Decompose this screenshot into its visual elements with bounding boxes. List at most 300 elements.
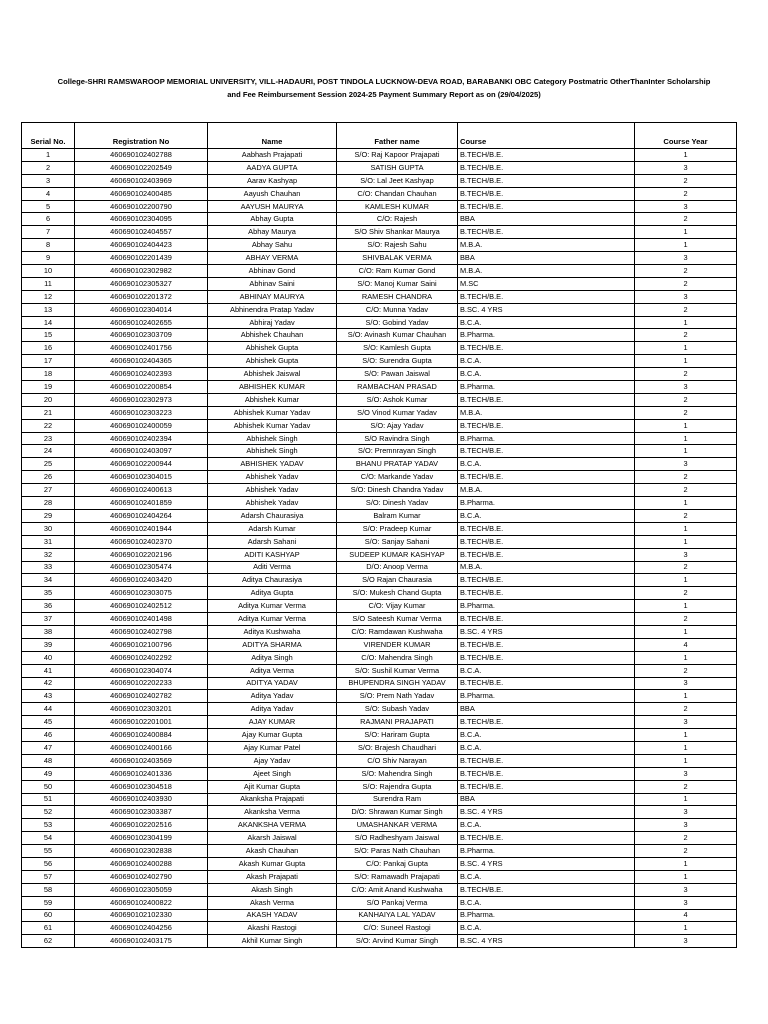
course-year-cell: 2 (635, 303, 737, 316)
course-year-cell: 2 (635, 845, 737, 858)
table-row (22, 355, 737, 368)
registration-no-cell: 460690102400822 (75, 896, 208, 909)
name-cell: Akash Chauhan (208, 845, 337, 858)
name-cell: Abhishek Kumar (208, 393, 337, 406)
name-cell: Abhishek Singh (208, 432, 337, 445)
father-name-cell: S/O: Rajendra Gupta (337, 780, 458, 793)
course-year-cell: 3 (635, 677, 737, 690)
table-row (22, 329, 737, 342)
course-year-cell: 3 (635, 458, 737, 471)
registration-no-cell: 460690102402512 (75, 600, 208, 613)
course-cell: B.SC. 4 YRS (458, 935, 635, 948)
course-cell: B.C.A. (458, 509, 635, 522)
course-cell: B.TECH/B.E. (458, 780, 635, 793)
course-year-cell: 2 (635, 277, 737, 290)
course-cell: BBA (458, 213, 635, 226)
name-cell: Aditya Gupta (208, 587, 337, 600)
course-cell: M.SC (458, 277, 635, 290)
course-cell: B.C.A. (458, 729, 635, 742)
father-name-cell: RAJMANI PRAJAPATI (337, 716, 458, 729)
course-year-cell: 2 (635, 368, 737, 381)
course-year-cell: 1 (635, 316, 737, 329)
father-name-cell: C/O: Ramdawan Kushwaha (337, 625, 458, 638)
name-cell: Ajay Kumar Patel (208, 741, 337, 754)
table-row (22, 741, 737, 754)
course-cell: M.B.A. (458, 406, 635, 419)
registration-no-cell: 460690102403097 (75, 445, 208, 458)
registration-no-cell: 460690102402370 (75, 535, 208, 548)
name-cell: AJAY KUMAR (208, 716, 337, 729)
serial-no-cell: 40 (22, 651, 75, 664)
table-row (22, 561, 737, 574)
column-header-father-name: Father name (337, 123, 458, 149)
name-cell: Akarsh Jaiswal (208, 832, 337, 845)
serial-no-cell: 19 (22, 381, 75, 394)
father-name-cell: S/O Radheshyam Jaiswal (337, 832, 458, 845)
serial-no-cell: 57 (22, 870, 75, 883)
table-row (22, 690, 737, 703)
name-cell: Aditi Verma (208, 561, 337, 574)
course-cell: B.TECH/B.E. (458, 200, 635, 213)
father-name-cell: C/O: Chandan Chauhan (337, 187, 458, 200)
course-cell: B.C.A. (458, 368, 635, 381)
table-row (22, 845, 737, 858)
table-row (22, 677, 737, 690)
course-year-cell: 1 (635, 793, 737, 806)
name-cell: ABHAY VERMA (208, 252, 337, 265)
serial-no-cell: 3 (22, 174, 75, 187)
table-row (22, 806, 737, 819)
registration-no-cell: 460690102202516 (75, 819, 208, 832)
course-cell: B.TECH/B.E. (458, 187, 635, 200)
table-row (22, 497, 737, 510)
father-name-cell: C/O: Mahendra Singh (337, 651, 458, 664)
column-header-course: Course (458, 123, 635, 149)
course-cell: B.TECH/B.E. (458, 677, 635, 690)
table-row (22, 703, 737, 716)
course-cell: B.TECH/B.E. (458, 832, 635, 845)
column-header-serial-no: Serial No. (22, 123, 75, 149)
serial-no-cell: 1 (22, 149, 75, 162)
registration-no-cell: 460690102400884 (75, 729, 208, 742)
father-name-cell: S/O: Dinesh Chandra Yadav (337, 484, 458, 497)
table-header-row (22, 123, 737, 149)
course-cell: B.Pharma. (458, 845, 635, 858)
table-row (22, 922, 737, 935)
name-cell: ABHISHEK YADAV (208, 458, 337, 471)
name-cell: Adarsh Chaurasiya (208, 509, 337, 522)
course-cell: B.TECH/B.E. (458, 574, 635, 587)
registration-no-cell: 460690102402292 (75, 651, 208, 664)
name-cell: Abhay Sahu (208, 239, 337, 252)
serial-no-cell: 26 (22, 471, 75, 484)
serial-no-cell: 52 (22, 806, 75, 819)
course-year-cell: 1 (635, 149, 737, 162)
registration-no-cell: 460690102404557 (75, 226, 208, 239)
course-year-cell: 1 (635, 419, 737, 432)
course-year-cell: 3 (635, 548, 737, 561)
serial-no-cell: 13 (22, 303, 75, 316)
serial-no-cell: 25 (22, 458, 75, 471)
father-name-cell: C/O: Suneel Rastogi (337, 922, 458, 935)
father-name-cell: RAMBACHAN PRASAD (337, 381, 458, 394)
name-cell: Ajit Kumar Gupta (208, 780, 337, 793)
table-row (22, 316, 737, 329)
name-cell: Aditya Yadav (208, 690, 337, 703)
registration-no-cell: 460690102302982 (75, 265, 208, 278)
father-name-cell: S/O: Kamlesh Gupta (337, 342, 458, 355)
registration-no-cell: 460690102304518 (75, 780, 208, 793)
course-year-cell: 1 (635, 690, 737, 703)
registration-no-cell: 460690102202549 (75, 161, 208, 174)
father-name-cell: S/O: Avinash Kumar Chauhan (337, 329, 458, 342)
registration-no-cell: 460690102303223 (75, 406, 208, 419)
table-row (22, 522, 737, 535)
table-row (22, 303, 737, 316)
father-name-cell: D/O: Shrawan Kumar Singh (337, 806, 458, 819)
father-name-cell: Balram Kumar (337, 509, 458, 522)
course-cell: B.TECH/B.E. (458, 393, 635, 406)
table-row (22, 187, 737, 200)
table-row (22, 368, 737, 381)
father-name-cell: S/O: Subash Yadav (337, 703, 458, 716)
course-cell: B.Pharma. (458, 497, 635, 510)
registration-no-cell: 460690102401944 (75, 522, 208, 535)
table-row (22, 161, 737, 174)
registration-no-cell: 460690102404256 (75, 922, 208, 935)
course-cell: B.TECH/B.E. (458, 342, 635, 355)
serial-no-cell: 61 (22, 922, 75, 935)
serial-no-cell: 17 (22, 355, 75, 368)
name-cell: Abhishek Kumar Yadav (208, 419, 337, 432)
serial-no-cell: 49 (22, 767, 75, 780)
father-name-cell: S/O Pankaj Verma (337, 896, 458, 909)
registration-no-cell: 460690102201001 (75, 716, 208, 729)
serial-no-cell: 9 (22, 252, 75, 265)
table-row (22, 471, 737, 484)
registration-no-cell: 460690102401498 (75, 613, 208, 626)
registration-no-cell: 460690102304095 (75, 213, 208, 226)
table-row (22, 419, 737, 432)
table-row (22, 600, 737, 613)
course-year-cell: 3 (635, 819, 737, 832)
course-year-cell: 2 (635, 587, 737, 600)
course-cell: B.SC. 4 YRS (458, 857, 635, 870)
registration-no-cell: 460690102305327 (75, 277, 208, 290)
table-row (22, 832, 737, 845)
course-year-cell: 2 (635, 471, 737, 484)
course-year-cell: 1 (635, 870, 737, 883)
course-year-cell: 1 (635, 922, 737, 935)
course-cell: B.Pharma. (458, 690, 635, 703)
serial-no-cell: 16 (22, 342, 75, 355)
father-name-cell: RAMESH CHANDRA (337, 290, 458, 303)
father-name-cell: Surendra Ram (337, 793, 458, 806)
father-name-cell: S/O: Raj Kapoor Prajapati (337, 149, 458, 162)
registration-no-cell: 460690102400613 (75, 484, 208, 497)
name-cell: Abhiraj Yadav (208, 316, 337, 329)
serial-no-cell: 58 (22, 883, 75, 896)
serial-no-cell: 41 (22, 664, 75, 677)
name-cell: Adarsh Sahani (208, 535, 337, 548)
name-cell: Abhishek Chauhan (208, 329, 337, 342)
father-name-cell: S/O Ravindra Singh (337, 432, 458, 445)
name-cell: Abhishek Kumar Yadav (208, 406, 337, 419)
course-year-cell: 3 (635, 200, 737, 213)
table-row (22, 716, 737, 729)
course-year-cell: 2 (635, 780, 737, 793)
course-year-cell: 3 (635, 935, 737, 948)
table-row (22, 651, 737, 664)
table-row (22, 638, 737, 651)
father-name-cell: S/O: Prem Nath Yadav (337, 690, 458, 703)
father-name-cell: S/O: Paras Nath Chauhan (337, 845, 458, 858)
serial-no-cell: 55 (22, 845, 75, 858)
name-cell: Aditya Singh (208, 651, 337, 664)
father-name-cell: S/O: Gobind Yadav (337, 316, 458, 329)
registration-no-cell: 460690102302973 (75, 393, 208, 406)
registration-no-cell: 460690102402788 (75, 149, 208, 162)
name-cell: Abhinav Gond (208, 265, 337, 278)
name-cell: Aarav Kashyap (208, 174, 337, 187)
name-cell: AKANKSHA VERMA (208, 819, 337, 832)
course-year-cell: 1 (635, 600, 737, 613)
name-cell: Abhishek Yadav (208, 471, 337, 484)
table-row (22, 174, 737, 187)
table-row (22, 883, 737, 896)
course-year-cell: 1 (635, 497, 737, 510)
registration-no-cell: 460690102403969 (75, 174, 208, 187)
name-cell: Akash Verma (208, 896, 337, 909)
name-cell: ADITI KASHYAP (208, 548, 337, 561)
course-cell: B.C.A. (458, 819, 635, 832)
table-row (22, 870, 737, 883)
name-cell: Akashi Rastogi (208, 922, 337, 935)
course-cell: B.TECH/B.E. (458, 651, 635, 664)
course-year-cell: 1 (635, 741, 737, 754)
course-year-cell: 2 (635, 561, 737, 574)
father-name-cell: S/O: Dinesh Yadav (337, 497, 458, 510)
table-row (22, 754, 737, 767)
course-cell: B.TECH/B.E. (458, 226, 635, 239)
course-year-cell: 2 (635, 187, 737, 200)
registration-no-cell: 460690102401756 (75, 342, 208, 355)
table-row (22, 239, 737, 252)
serial-no-cell: 42 (22, 677, 75, 690)
registration-no-cell: 460690102400485 (75, 187, 208, 200)
father-name-cell: S/O: Premnrayan Singh (337, 445, 458, 458)
course-cell: B.TECH/B.E. (458, 767, 635, 780)
registration-no-cell: 460690102401859 (75, 497, 208, 510)
name-cell: Adarsh Kumar (208, 522, 337, 535)
course-year-cell: 2 (635, 832, 737, 845)
table-row (22, 780, 737, 793)
serial-no-cell: 38 (22, 625, 75, 638)
serial-no-cell: 6 (22, 213, 75, 226)
course-cell: B.TECH/B.E. (458, 445, 635, 458)
father-name-cell: C/O: Rajesh (337, 213, 458, 226)
serial-no-cell: 12 (22, 290, 75, 303)
registration-no-cell: 460690102201372 (75, 290, 208, 303)
registration-no-cell: 460690102402394 (75, 432, 208, 445)
name-cell: Ajeet Singh (208, 767, 337, 780)
course-year-cell: 2 (635, 664, 737, 677)
report-title (22, 75, 746, 101)
serial-no-cell: 29 (22, 509, 75, 522)
table-row (22, 509, 737, 522)
serial-no-cell: 32 (22, 548, 75, 561)
table-row (22, 857, 737, 870)
registration-no-cell: 460690102202196 (75, 548, 208, 561)
course-cell: B.TECH/B.E. (458, 522, 635, 535)
course-cell: M.B.A. (458, 484, 635, 497)
name-cell: Ajay Kumar Gupta (208, 729, 337, 742)
serial-no-cell: 39 (22, 638, 75, 651)
registration-no-cell: 460690102400059 (75, 419, 208, 432)
serial-no-cell: 54 (22, 832, 75, 845)
name-cell: Akhil Kumar Singh (208, 935, 337, 948)
name-cell: Abhinendra Pratap Yadav (208, 303, 337, 316)
serial-no-cell: 35 (22, 587, 75, 600)
name-cell: Abhishek Jaiswal (208, 368, 337, 381)
name-cell: Aabhash Prajapati (208, 149, 337, 162)
course-cell: B.C.A. (458, 664, 635, 677)
column-header-course-year: Course Year (635, 123, 737, 149)
serial-no-cell: 23 (22, 432, 75, 445)
table-row (22, 664, 737, 677)
course-cell: BBA (458, 793, 635, 806)
serial-no-cell: 15 (22, 329, 75, 342)
name-cell: ADITYA SHARMA (208, 638, 337, 651)
course-cell: B.C.A. (458, 896, 635, 909)
registration-no-cell: 460690102304074 (75, 664, 208, 677)
name-cell: Abhay Gupta (208, 213, 337, 226)
serial-no-cell: 11 (22, 277, 75, 290)
registration-no-cell: 460690102303201 (75, 703, 208, 716)
table-row (22, 290, 737, 303)
serial-no-cell: 44 (22, 703, 75, 716)
registration-no-cell: 460690102102330 (75, 909, 208, 922)
serial-no-cell: 60 (22, 909, 75, 922)
course-cell: B.TECH/B.E. (458, 471, 635, 484)
table-row (22, 896, 737, 909)
table-body (22, 149, 737, 948)
course-cell: B.Pharma. (458, 432, 635, 445)
table-row (22, 819, 737, 832)
table-row (22, 393, 737, 406)
table-row (22, 535, 737, 548)
serial-no-cell: 36 (22, 600, 75, 613)
column-header-name: Name (208, 123, 337, 149)
course-year-cell: 1 (635, 355, 737, 368)
serial-no-cell: 27 (22, 484, 75, 497)
course-cell: B.Pharma. (458, 381, 635, 394)
registration-no-cell: 460690102403420 (75, 574, 208, 587)
course-cell: B.C.A. (458, 922, 635, 935)
course-year-cell: 3 (635, 290, 737, 303)
registration-no-cell: 460690102404423 (75, 239, 208, 252)
course-cell: B.TECH/B.E. (458, 419, 635, 432)
course-cell: B.TECH/B.E. (458, 548, 635, 561)
table-row (22, 432, 737, 445)
course-cell: BBA (458, 252, 635, 265)
course-year-cell: 1 (635, 342, 737, 355)
course-year-cell: 2 (635, 509, 737, 522)
name-cell: Abhay Maurya (208, 226, 337, 239)
table-row (22, 226, 737, 239)
father-name-cell: S/O: Lal Jeet Kashyap (337, 174, 458, 187)
course-year-cell: 3 (635, 161, 737, 174)
father-name-cell: S/O Vinod Kumar Yadav (337, 406, 458, 419)
course-year-cell: 4 (635, 909, 737, 922)
registration-no-cell: 460690102304199 (75, 832, 208, 845)
name-cell: AADYA GUPTA (208, 161, 337, 174)
name-cell: Abhishek Yadav (208, 484, 337, 497)
course-year-cell: 2 (635, 329, 737, 342)
course-year-cell: 1 (635, 625, 737, 638)
table-row (22, 793, 737, 806)
name-cell: AAYUSH MAURYA (208, 200, 337, 213)
course-year-cell: 1 (635, 857, 737, 870)
course-cell: B.TECH/B.E. (458, 174, 635, 187)
course-year-cell: 3 (635, 381, 737, 394)
father-name-cell: S/O: Sushil Kumar Verma (337, 664, 458, 677)
registration-no-cell: 460690102401336 (75, 767, 208, 780)
serial-no-cell: 24 (22, 445, 75, 458)
serial-no-cell: 53 (22, 819, 75, 832)
serial-no-cell: 21 (22, 406, 75, 419)
registration-no-cell: 460690102200854 (75, 381, 208, 394)
name-cell: Abhishek Gupta (208, 355, 337, 368)
father-name-cell: KANHAIYA LAL YADAV (337, 909, 458, 922)
course-year-cell: 2 (635, 484, 737, 497)
course-cell: M.B.A. (458, 561, 635, 574)
table-row (22, 200, 737, 213)
table-row (22, 149, 737, 162)
father-name-cell: S/O: Pawan Jaiswal (337, 368, 458, 381)
course-year-cell: 1 (635, 574, 737, 587)
registration-no-cell: 460690102200944 (75, 458, 208, 471)
course-cell: B.TECH/B.E. (458, 161, 635, 174)
course-year-cell: 1 (635, 535, 737, 548)
serial-no-cell: 30 (22, 522, 75, 535)
name-cell: Abhishek Gupta (208, 342, 337, 355)
course-cell: B.SC. 4 YRS (458, 303, 635, 316)
father-name-cell: C/O Shiv Narayan (337, 754, 458, 767)
course-year-cell: 1 (635, 522, 737, 535)
registration-no-cell: 460690102400288 (75, 857, 208, 870)
father-name-cell: S/O: Arvind Kumar Singh (337, 935, 458, 948)
course-year-cell: 1 (635, 445, 737, 458)
table-row (22, 381, 737, 394)
father-name-cell: S/O: Manoj Kumar Saini (337, 277, 458, 290)
table-row (22, 445, 737, 458)
serial-no-cell: 5 (22, 200, 75, 213)
name-cell: Ajay Yadav (208, 754, 337, 767)
course-cell: B.TECH/B.E. (458, 883, 635, 896)
table-row (22, 909, 737, 922)
serial-no-cell: 50 (22, 780, 75, 793)
course-year-cell: 2 (635, 174, 737, 187)
course-year-cell: 2 (635, 393, 737, 406)
name-cell: Abhishek Singh (208, 445, 337, 458)
registration-no-cell: 460690102200790 (75, 200, 208, 213)
course-year-cell: 1 (635, 729, 737, 742)
table-row (22, 252, 737, 265)
registration-no-cell: 460690102403930 (75, 793, 208, 806)
name-cell: Akanksha Prajapati (208, 793, 337, 806)
course-cell: B.C.A. (458, 355, 635, 368)
